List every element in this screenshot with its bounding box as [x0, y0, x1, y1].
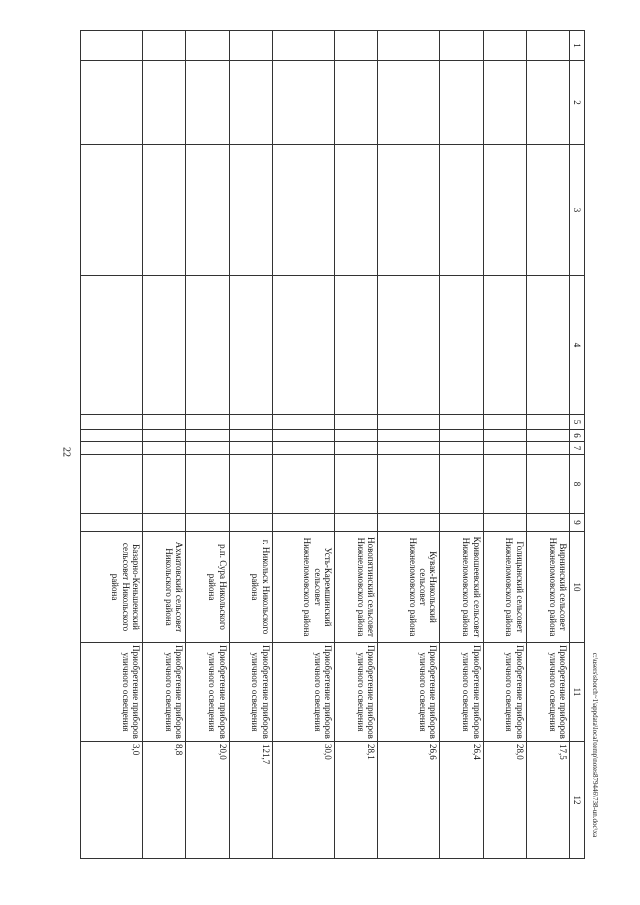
cell-empty	[526, 31, 569, 61]
cell-amount: 8,8	[143, 742, 186, 859]
cell-purpose: Приобретение приборов уличного освещения	[334, 643, 377, 742]
cell-amount: 26,4	[440, 742, 483, 859]
cell-empty	[81, 514, 143, 532]
cell-empty	[526, 61, 569, 145]
cell-empty	[186, 455, 229, 514]
cell-empty	[272, 430, 334, 442]
cell-empty	[483, 61, 526, 145]
table-row	[483, 31, 526, 859]
cell-empty	[378, 430, 440, 442]
cell-empty	[272, 455, 334, 514]
cell-territory: Усть-Каремшинский сельсовет Нижнеломовского района	[272, 532, 334, 643]
cell-empty	[143, 455, 186, 514]
cell-amount: 30,0	[272, 742, 334, 859]
table-row	[440, 31, 483, 859]
cell-empty	[272, 31, 334, 61]
table-row	[186, 31, 229, 859]
cell-purpose: Приобретение приборов уличного освещения	[229, 643, 272, 742]
table-row	[229, 31, 272, 859]
cell-empty	[483, 145, 526, 276]
cell-empty	[378, 145, 440, 276]
cell-amount: 20,0	[186, 742, 229, 859]
data-table	[80, 30, 585, 859]
cell-purpose: Приобретение приборов уличного освещения	[378, 643, 440, 742]
cell-empty	[483, 415, 526, 430]
cell-empty	[143, 276, 186, 415]
cell-empty	[186, 145, 229, 276]
column-header-3: 3	[570, 145, 585, 276]
header-row	[570, 31, 585, 859]
column-header-11: 11	[570, 643, 585, 742]
cell-empty	[81, 415, 143, 430]
cell-empty	[229, 455, 272, 514]
cell-empty	[81, 455, 143, 514]
cell-purpose: Приобретение приборов уличного освещения	[143, 643, 186, 742]
cell-empty	[378, 415, 440, 430]
cell-empty	[81, 61, 143, 145]
cell-empty	[526, 514, 569, 532]
cell-empty	[334, 276, 377, 415]
page-number: 22	[60, 447, 72, 457]
column-header-12: 12	[570, 742, 585, 859]
cell-empty	[81, 276, 143, 415]
cell-empty	[378, 61, 440, 145]
cell-empty	[334, 415, 377, 430]
cell-empty	[272, 415, 334, 430]
column-header-8: 8	[570, 455, 585, 514]
cell-empty	[334, 442, 377, 455]
column-header-4: 4	[570, 276, 585, 415]
cell-territory: Вирнинский сельсовет Нижнеломовского района	[526, 532, 569, 643]
cell-empty	[440, 145, 483, 276]
cell-empty	[229, 514, 272, 532]
table-row	[526, 31, 569, 859]
cell-empty	[440, 442, 483, 455]
column-header-5: 5	[570, 415, 585, 430]
cell-purpose: Приобретение приборов уличного освещения	[81, 643, 143, 742]
cell-empty	[483, 276, 526, 415]
cell-amount: 26,6	[378, 742, 440, 859]
cell-empty	[186, 31, 229, 61]
cell-territory: Новопятинский сельсовет Нижнеломовского района	[334, 532, 377, 643]
table-row	[81, 31, 143, 859]
table-container	[80, 30, 585, 858]
cell-empty	[440, 415, 483, 430]
cell-empty	[186, 430, 229, 442]
cell-amount: 121,7	[229, 742, 272, 859]
column-header-7: 7	[570, 442, 585, 455]
cell-territory: Кривошеевский сельсовет Нижнеломовского района	[440, 532, 483, 643]
cell-empty	[81, 430, 143, 442]
cell-empty	[143, 430, 186, 442]
cell-empty	[526, 276, 569, 415]
cell-empty	[143, 61, 186, 145]
cell-empty	[334, 145, 377, 276]
cell-empty	[186, 61, 229, 145]
rotated-table	[80, 30, 585, 858]
table-header	[570, 31, 585, 859]
cell-empty	[378, 442, 440, 455]
cell-empty	[483, 31, 526, 61]
cell-empty	[483, 514, 526, 532]
cell-empty	[526, 145, 569, 276]
cell-empty	[143, 442, 186, 455]
column-header-10: 10	[570, 532, 585, 643]
cell-empty	[186, 442, 229, 455]
cell-empty	[334, 61, 377, 145]
column-header-9: 9	[570, 514, 585, 532]
cell-purpose: Приобретение приборов уличного освещения	[483, 643, 526, 742]
cell-empty	[81, 145, 143, 276]
cell-purpose: Приобретение приборов уличного освещения	[272, 643, 334, 742]
cell-empty	[334, 514, 377, 532]
cell-empty	[229, 61, 272, 145]
cell-empty	[526, 430, 569, 442]
cell-empty	[440, 61, 483, 145]
cell-purpose: Приобретение приборов уличного освещения	[186, 643, 229, 742]
column-header-1: 1	[570, 31, 585, 61]
cell-empty	[143, 514, 186, 532]
cell-territory: г. Никольск Никольского района	[229, 532, 272, 643]
cell-empty	[272, 442, 334, 455]
table-row	[143, 31, 186, 859]
cell-amount: 3,0	[81, 742, 143, 859]
cell-amount: 28,1	[334, 742, 377, 859]
cell-empty	[229, 31, 272, 61]
cell-empty	[378, 514, 440, 532]
cell-empty	[143, 31, 186, 61]
cell-empty	[81, 442, 143, 455]
cell-empty	[272, 276, 334, 415]
cell-purpose: Приобретение приборов уличного освещения	[526, 643, 569, 742]
cell-empty	[440, 276, 483, 415]
cell-empty	[378, 276, 440, 415]
table-row	[378, 31, 440, 859]
cell-empty	[526, 455, 569, 514]
cell-empty	[229, 145, 272, 276]
cell-purpose: Приобретение приборов уличного освещения	[440, 643, 483, 742]
cell-empty	[229, 276, 272, 415]
cell-territory: Базарно-Кеньшенский сельсовет Никольского района	[81, 532, 143, 643]
column-header-6: 6	[570, 430, 585, 442]
cell-empty	[229, 415, 272, 430]
cell-empty	[186, 514, 229, 532]
cell-territory: Кувак-Никольский сельсовет Нижнеломовского района	[378, 532, 440, 643]
table-row	[272, 31, 334, 859]
cell-empty	[272, 145, 334, 276]
cell-empty	[440, 514, 483, 532]
table-body	[81, 31, 570, 859]
cell-empty	[334, 430, 377, 442]
cell-empty	[229, 442, 272, 455]
cell-empty	[483, 455, 526, 514]
cell-empty	[440, 430, 483, 442]
cell-territory: р.п. Сура Никольского района	[186, 532, 229, 643]
cell-empty	[526, 442, 569, 455]
cell-empty	[526, 415, 569, 430]
footer-file-path: c:\users\sborch~1\appdata\local\temp\notes879446\738-un.doc\xa	[591, 652, 599, 838]
cell-empty	[186, 415, 229, 430]
table-row	[334, 31, 377, 859]
cell-empty	[378, 31, 440, 61]
cell-territory: Ахматовский сельсовет Никольского района	[143, 532, 186, 643]
cell-empty	[334, 31, 377, 61]
cell-empty	[143, 145, 186, 276]
cell-empty	[229, 430, 272, 442]
cell-empty	[272, 61, 334, 145]
cell-amount: 28,0	[483, 742, 526, 859]
cell-empty	[483, 442, 526, 455]
cell-empty	[440, 455, 483, 514]
cell-empty	[143, 415, 186, 430]
cell-empty	[81, 31, 143, 61]
cell-empty	[186, 276, 229, 415]
cell-empty	[378, 455, 440, 514]
cell-empty	[440, 31, 483, 61]
cell-amount: 17,5	[526, 742, 569, 859]
cell-empty	[334, 455, 377, 514]
cell-empty	[483, 430, 526, 442]
cell-territory: Голицынский сельсовет Нижнеломовского района	[483, 532, 526, 643]
column-header-2: 2	[570, 61, 585, 145]
cell-empty	[272, 514, 334, 532]
